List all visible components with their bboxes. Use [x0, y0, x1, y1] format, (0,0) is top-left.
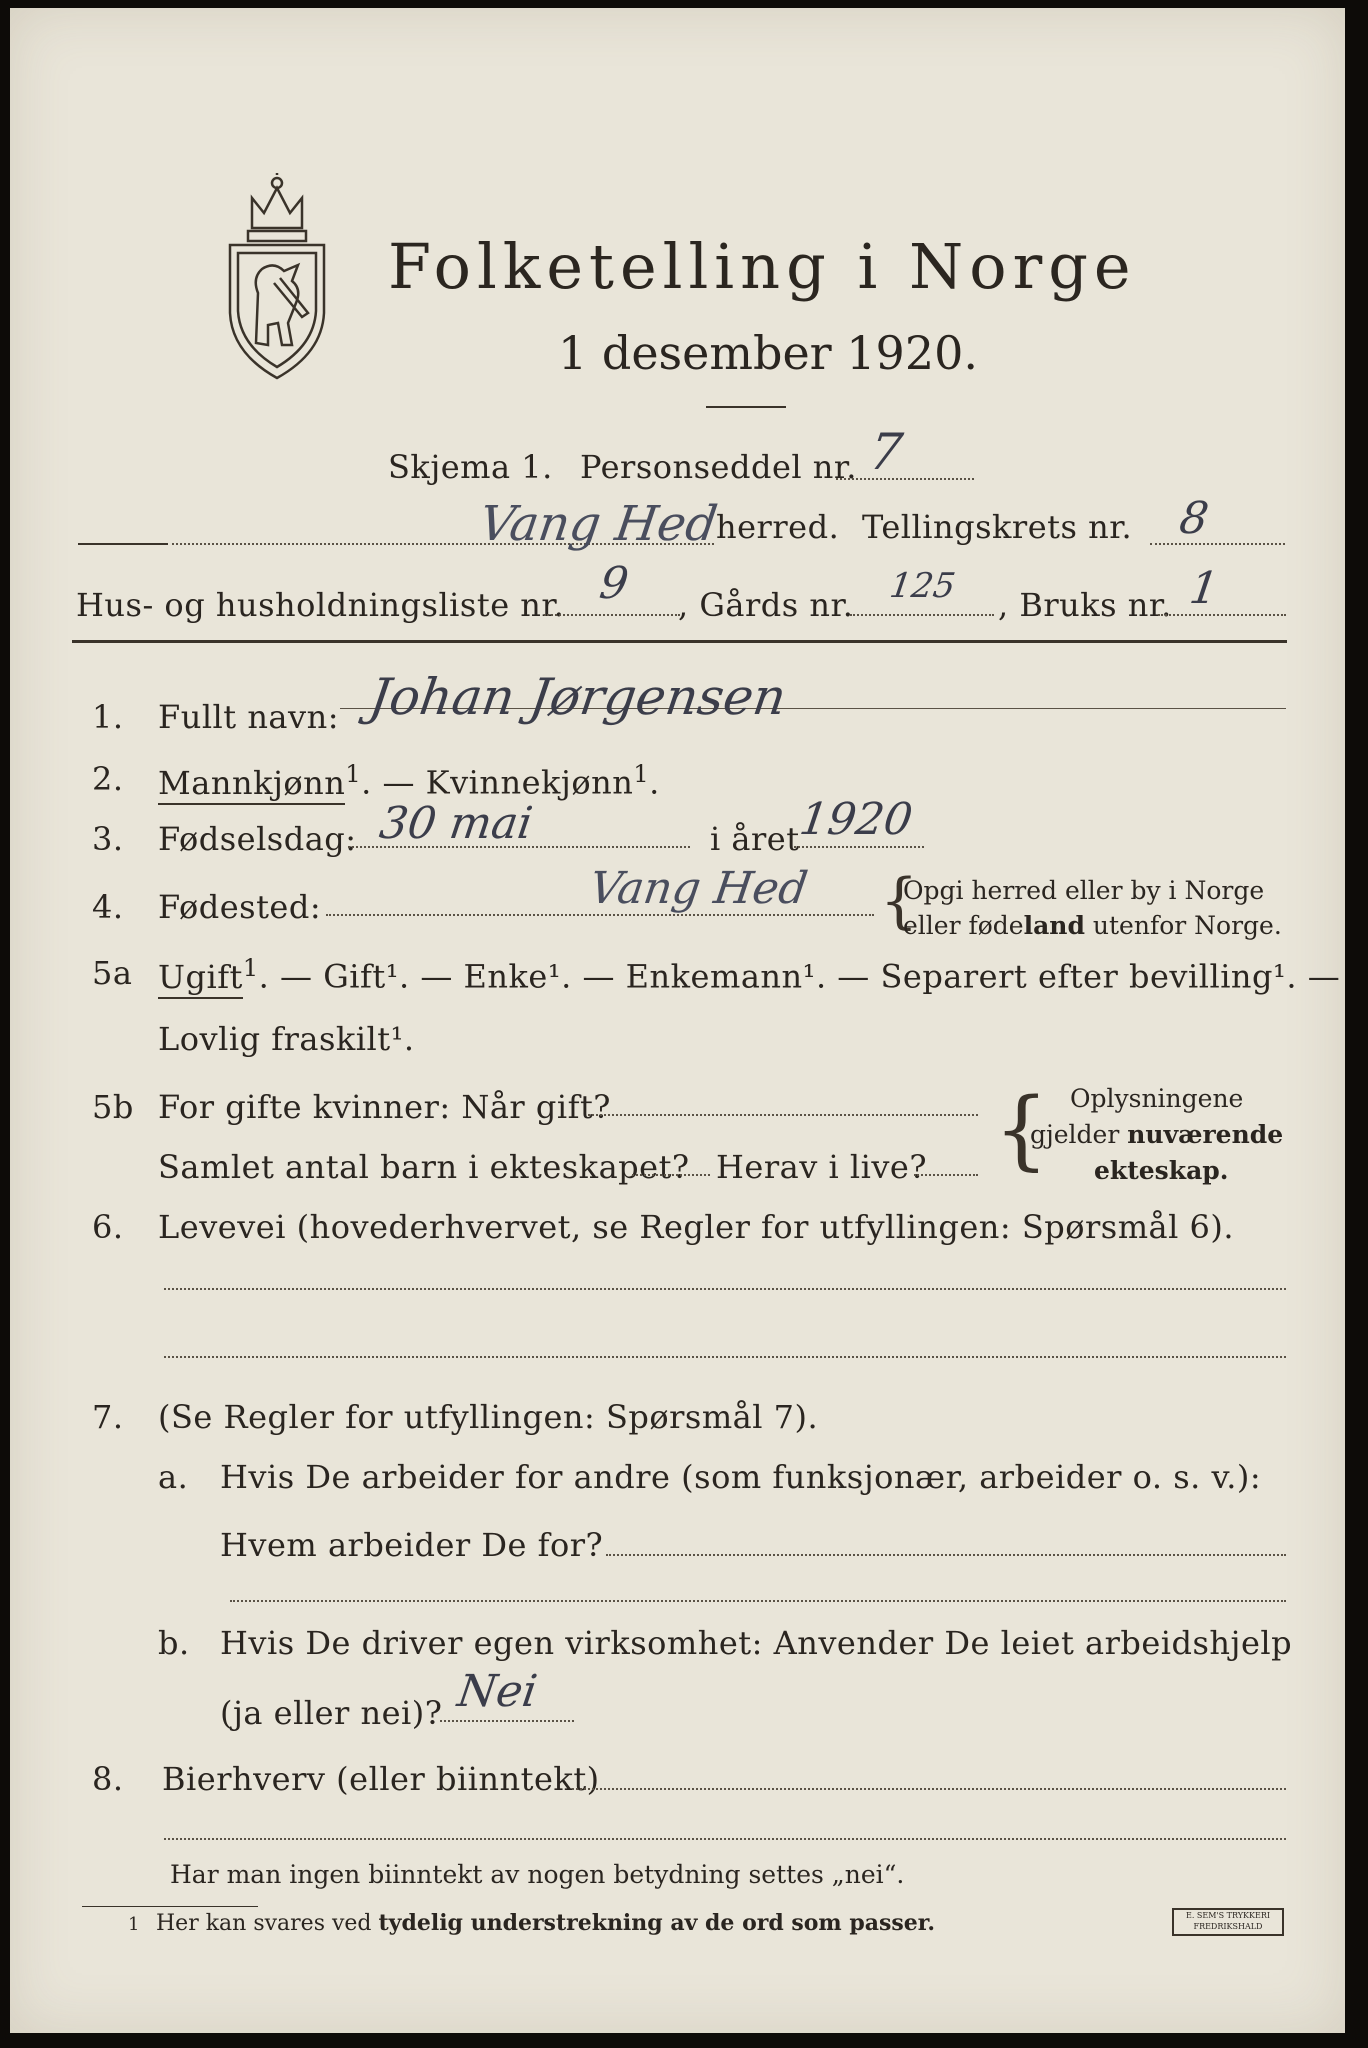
q8-number: 8.: [92, 1760, 124, 1798]
bruks-value: 1: [1186, 563, 1222, 614]
q4-number: 4.: [92, 888, 124, 926]
hired-help-value: Nei: [454, 1666, 541, 1717]
footnote-number: 1: [128, 1914, 140, 1935]
q3-label: Fødselsdag:: [158, 820, 357, 858]
q4-brace: {: [880, 866, 919, 936]
livelihood-field-1[interactable]: [164, 1288, 1286, 1290]
q1-label: Fullt navn:: [158, 698, 339, 736]
livelihood-field-2[interactable]: [164, 1356, 1286, 1358]
q5b-label2: Samlet antal barn i ekteskapet?: [158, 1148, 690, 1186]
herred-lead-line: [78, 543, 168, 545]
q5b-note1: Oplysningene: [1070, 1084, 1244, 1113]
q8-label: Bierhverv (eller biinntekt): [162, 1760, 600, 1798]
tellingskrets-label: Tellingskrets nr.: [862, 508, 1133, 546]
q1-number: 1.: [92, 698, 124, 736]
tellingskrets-field[interactable]: [1150, 543, 1285, 545]
q7b-question: (ja eller nei)?: [220, 1694, 443, 1732]
q4-note-line2: eller fødeland utenfor Norge.: [903, 911, 1282, 940]
q7a-number: a.: [158, 1458, 189, 1496]
gards-value: 125: [887, 566, 958, 606]
q7a-question: Hvem arbeider De for?: [220, 1526, 604, 1564]
bruks-field[interactable]: [1158, 614, 1286, 616]
birthplace-value: Vang Hed: [586, 863, 811, 914]
ugift-option[interactable]: Ugift: [158, 958, 243, 999]
personseddel-field[interactable]: [836, 478, 974, 480]
sivilstand-options[interactable]: . — Gift¹. — Enke¹. — Enkemann¹. — Separert efter bevilling¹. —: [258, 957, 1341, 996]
q7b-number: b.: [158, 1624, 190, 1662]
q5a-line2[interactable]: Lovlig fraskilt¹.: [158, 1020, 415, 1058]
coat-of-arms-icon: [222, 173, 332, 383]
footnote-text: Her kan svares ved tydelig understrekning av de ord som passer.: [156, 1910, 936, 1936]
q5a-number: 5a: [92, 954, 133, 992]
employer-field[interactable]: [606, 1554, 1286, 1556]
form-date: 1 desember 1920.: [558, 326, 978, 380]
side-income-field[interactable]: [572, 1788, 1286, 1790]
side-income-field-2[interactable]: [164, 1838, 1286, 1840]
birthplace-field[interactable]: [326, 914, 874, 916]
kvinnekjonn-option[interactable]: . — Kvinnekjønn: [361, 763, 634, 802]
full-name-value: Johan Jørgensen: [365, 668, 790, 726]
q5b-label3: Herav i live?: [716, 1148, 928, 1186]
q3-number: 3.: [92, 820, 124, 858]
q7-number: 7.: [92, 1398, 124, 1436]
q7a-label: Hvis De arbeider for andre (som funksjonær, arbeider o. s. v.):: [220, 1458, 1262, 1496]
birth-year-value: 1920: [796, 794, 916, 845]
q5b-brace: {: [994, 1080, 1049, 1180]
year-label: i året: [710, 820, 800, 858]
employer-field-2[interactable]: [230, 1600, 1286, 1602]
birth-year-field[interactable]: [794, 846, 924, 848]
q7-label: (Se Regler for utfyllingen: Spørsmål 7).: [158, 1398, 819, 1436]
skjema-label: Skjema 1.: [388, 448, 553, 486]
q5a-line1: Ugift$^1$. — Gift¹. — Enke¹. — Enkemann¹. — Separert efter bevilling¹. —: [158, 954, 1340, 996]
q6-number: 6.: [92, 1208, 124, 1246]
bruks-label: , Bruks nr.: [998, 586, 1172, 624]
q4-note-line1: Opgi herred eller by i Norge: [903, 876, 1265, 905]
q5b-number: 5b: [92, 1088, 134, 1126]
hired-help-field[interactable]: [440, 1720, 574, 1722]
children-alive-field[interactable]: [914, 1174, 978, 1176]
herred-value: Vang Hed: [476, 496, 721, 552]
printer-stamp: E. SEM'S TRYKKERI FREDRIKSHALD: [1172, 1908, 1284, 1936]
q5b-note2: gjelder nuværende: [1030, 1120, 1284, 1149]
hus-label: Hus- og husholdningsliste nr.: [76, 586, 565, 624]
gards-field[interactable]: [850, 614, 994, 616]
hus-value: 9: [596, 558, 632, 609]
children-total-field[interactable]: [632, 1174, 710, 1176]
q2-number: 2.: [92, 760, 124, 798]
hus-field[interactable]: [544, 614, 680, 616]
tellingskrets-value: 8: [1176, 493, 1212, 544]
census-form: [10, 8, 1345, 2033]
birthday-value: 30 mai: [376, 798, 536, 849]
q4-label: Fødested:: [158, 888, 322, 926]
q7b-label: Hvis De driver egen virksomhet: Anvender De leiet arbeidshjelp: [220, 1624, 1293, 1662]
mannkjonn-option[interactable]: Mannkjønn: [158, 764, 345, 805]
personseddel-value: 7: [865, 423, 906, 481]
header-divider: [72, 640, 1287, 643]
footnote-rule: [82, 1906, 258, 1907]
q5b-label1: For gifte kvinner: Når gift?: [158, 1088, 611, 1126]
q2-line: Mannkjønn$^1$. — Kvinnekjønn$^1$.: [158, 760, 660, 802]
married-when-field[interactable]: [588, 1114, 978, 1116]
q5b-note3: ekteskap.: [1094, 1156, 1229, 1185]
form-title: Folketelling i Norge: [388, 230, 1137, 303]
footer-note: Har man ingen biinntekt av nogen betydning settes „nei“.: [170, 1860, 905, 1889]
title-divider: [706, 406, 786, 408]
gards-label: , Gårds nr.: [678, 586, 854, 624]
q6-label: Levevei (hovederhvervet, se Regler for utfyllingen: Spørsmål 6).: [158, 1208, 1235, 1246]
personseddel-label: Personseddel nr.: [580, 448, 857, 486]
herred-label: herred.: [716, 508, 840, 546]
